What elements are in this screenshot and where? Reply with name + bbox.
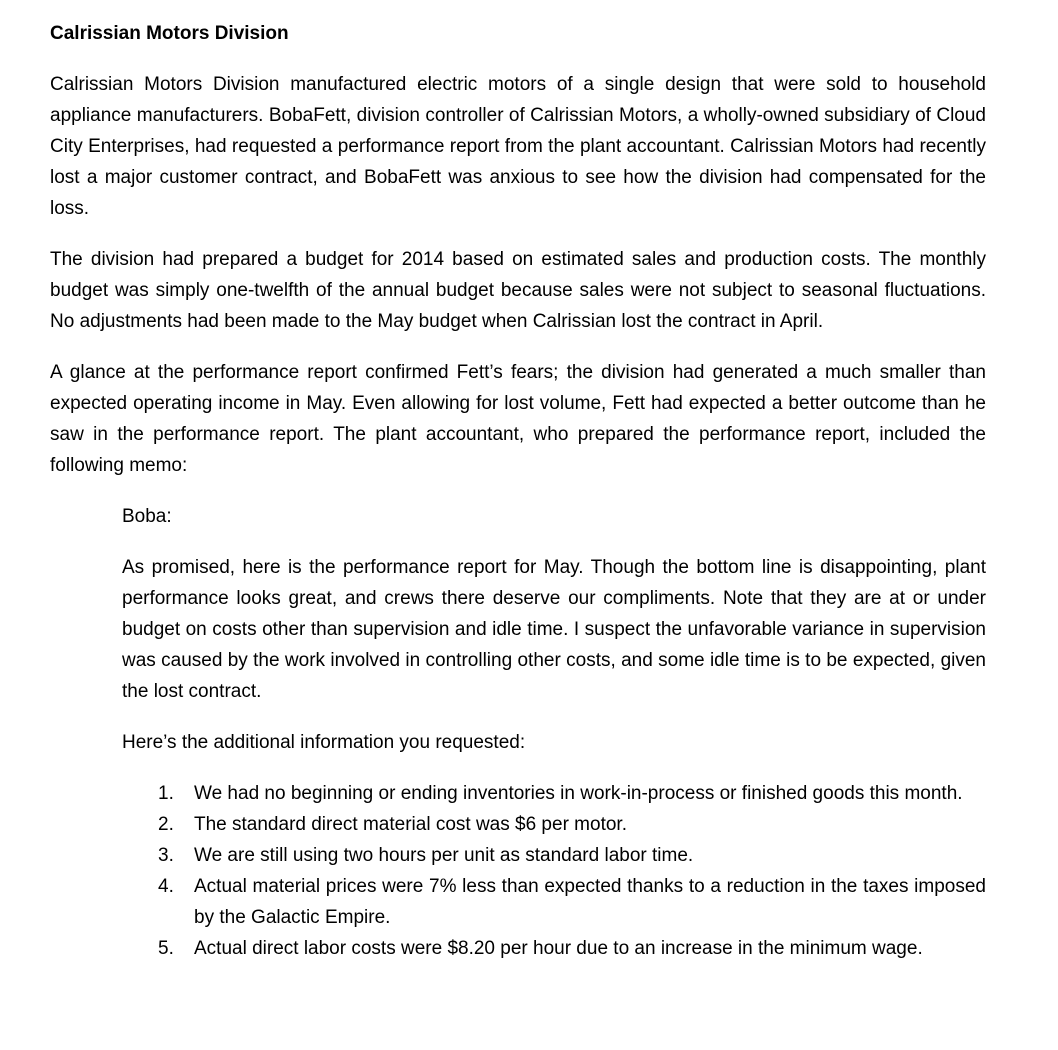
paragraph-budget: The division had prepared a budget for 2014 based on estimated sales and production costs. The monthly budget was simply one-twelfth of the annual budget because sales were not subject to seasonal fluctuations. No adjustments had been made to the May budget when Calrissian lost the contract in April. bbox=[50, 249, 986, 332]
list-item-text: Actual material prices were 7% less than expected thanks to a reduction in the taxes imposed by the Galactic Empire. bbox=[194, 876, 986, 928]
document-title: Calrissian Motors Division bbox=[50, 23, 289, 44]
list-item-number: 1. bbox=[158, 783, 174, 804]
paragraph-intro: Calrissian Motors Division manufactured electric motors of a single design that were sold to household appliance manufacturers. BobaFett, division controller of Calrissian Motors, a wholly-owned subsidiary of Cloud City Enterprises, had requested a performance report from the plant accountant. Calrissian Motors had recently lost a major customer contract, and BobaFett was anxious to see how the division had compensated for the loss. bbox=[50, 74, 986, 219]
memo-body: As promised, here is the performance report for May. Though the bottom line is disappointing, plant performance looks great, and crews there deserve our compliments. Note that they are at or under budget on costs other than supervision and idle time. I suspect the unfavorable variance in supervision was caused by the work involved in controlling other costs, and some idle time is to be expected, given the lost contract. bbox=[122, 557, 986, 702]
list-item-number: 5. bbox=[158, 938, 174, 959]
memo bbox=[122, 501, 986, 758]
document-page bbox=[50, 18, 986, 964]
list-item-text: The standard direct material cost was $6 per motor. bbox=[194, 814, 627, 835]
paragraph-performance: A glance at the performance report confirmed Fett’s fears; the division had generated a much smaller than expected operating income in May. Even allowing for lost volume, Fett had expected a better outcome than he saw in the performance report. The plant accountant, who prepared the performance report, included the following memo: bbox=[50, 362, 986, 476]
list-item bbox=[158, 809, 986, 840]
list-item bbox=[158, 778, 986, 809]
list-item-text: We are still using two hours per unit as standard labor time. bbox=[194, 845, 694, 866]
list-item-number: 2. bbox=[158, 814, 174, 835]
info-list bbox=[158, 778, 986, 964]
memo-intro: Here’s the additional information you requested: bbox=[122, 732, 526, 753]
list-item-text: We had no beginning or ending inventories in work-in-process or finished goods this month. bbox=[194, 783, 963, 804]
list-item-number: 4. bbox=[158, 876, 174, 897]
list-item-text: Actual direct labor costs were $8.20 per hour due to an increase in the minimum wage. bbox=[194, 938, 923, 959]
list-item bbox=[158, 871, 986, 933]
memo-salutation: Boba: bbox=[122, 506, 172, 527]
list-item-number: 3. bbox=[158, 845, 174, 866]
list-item bbox=[158, 840, 986, 871]
list-item bbox=[158, 933, 986, 964]
